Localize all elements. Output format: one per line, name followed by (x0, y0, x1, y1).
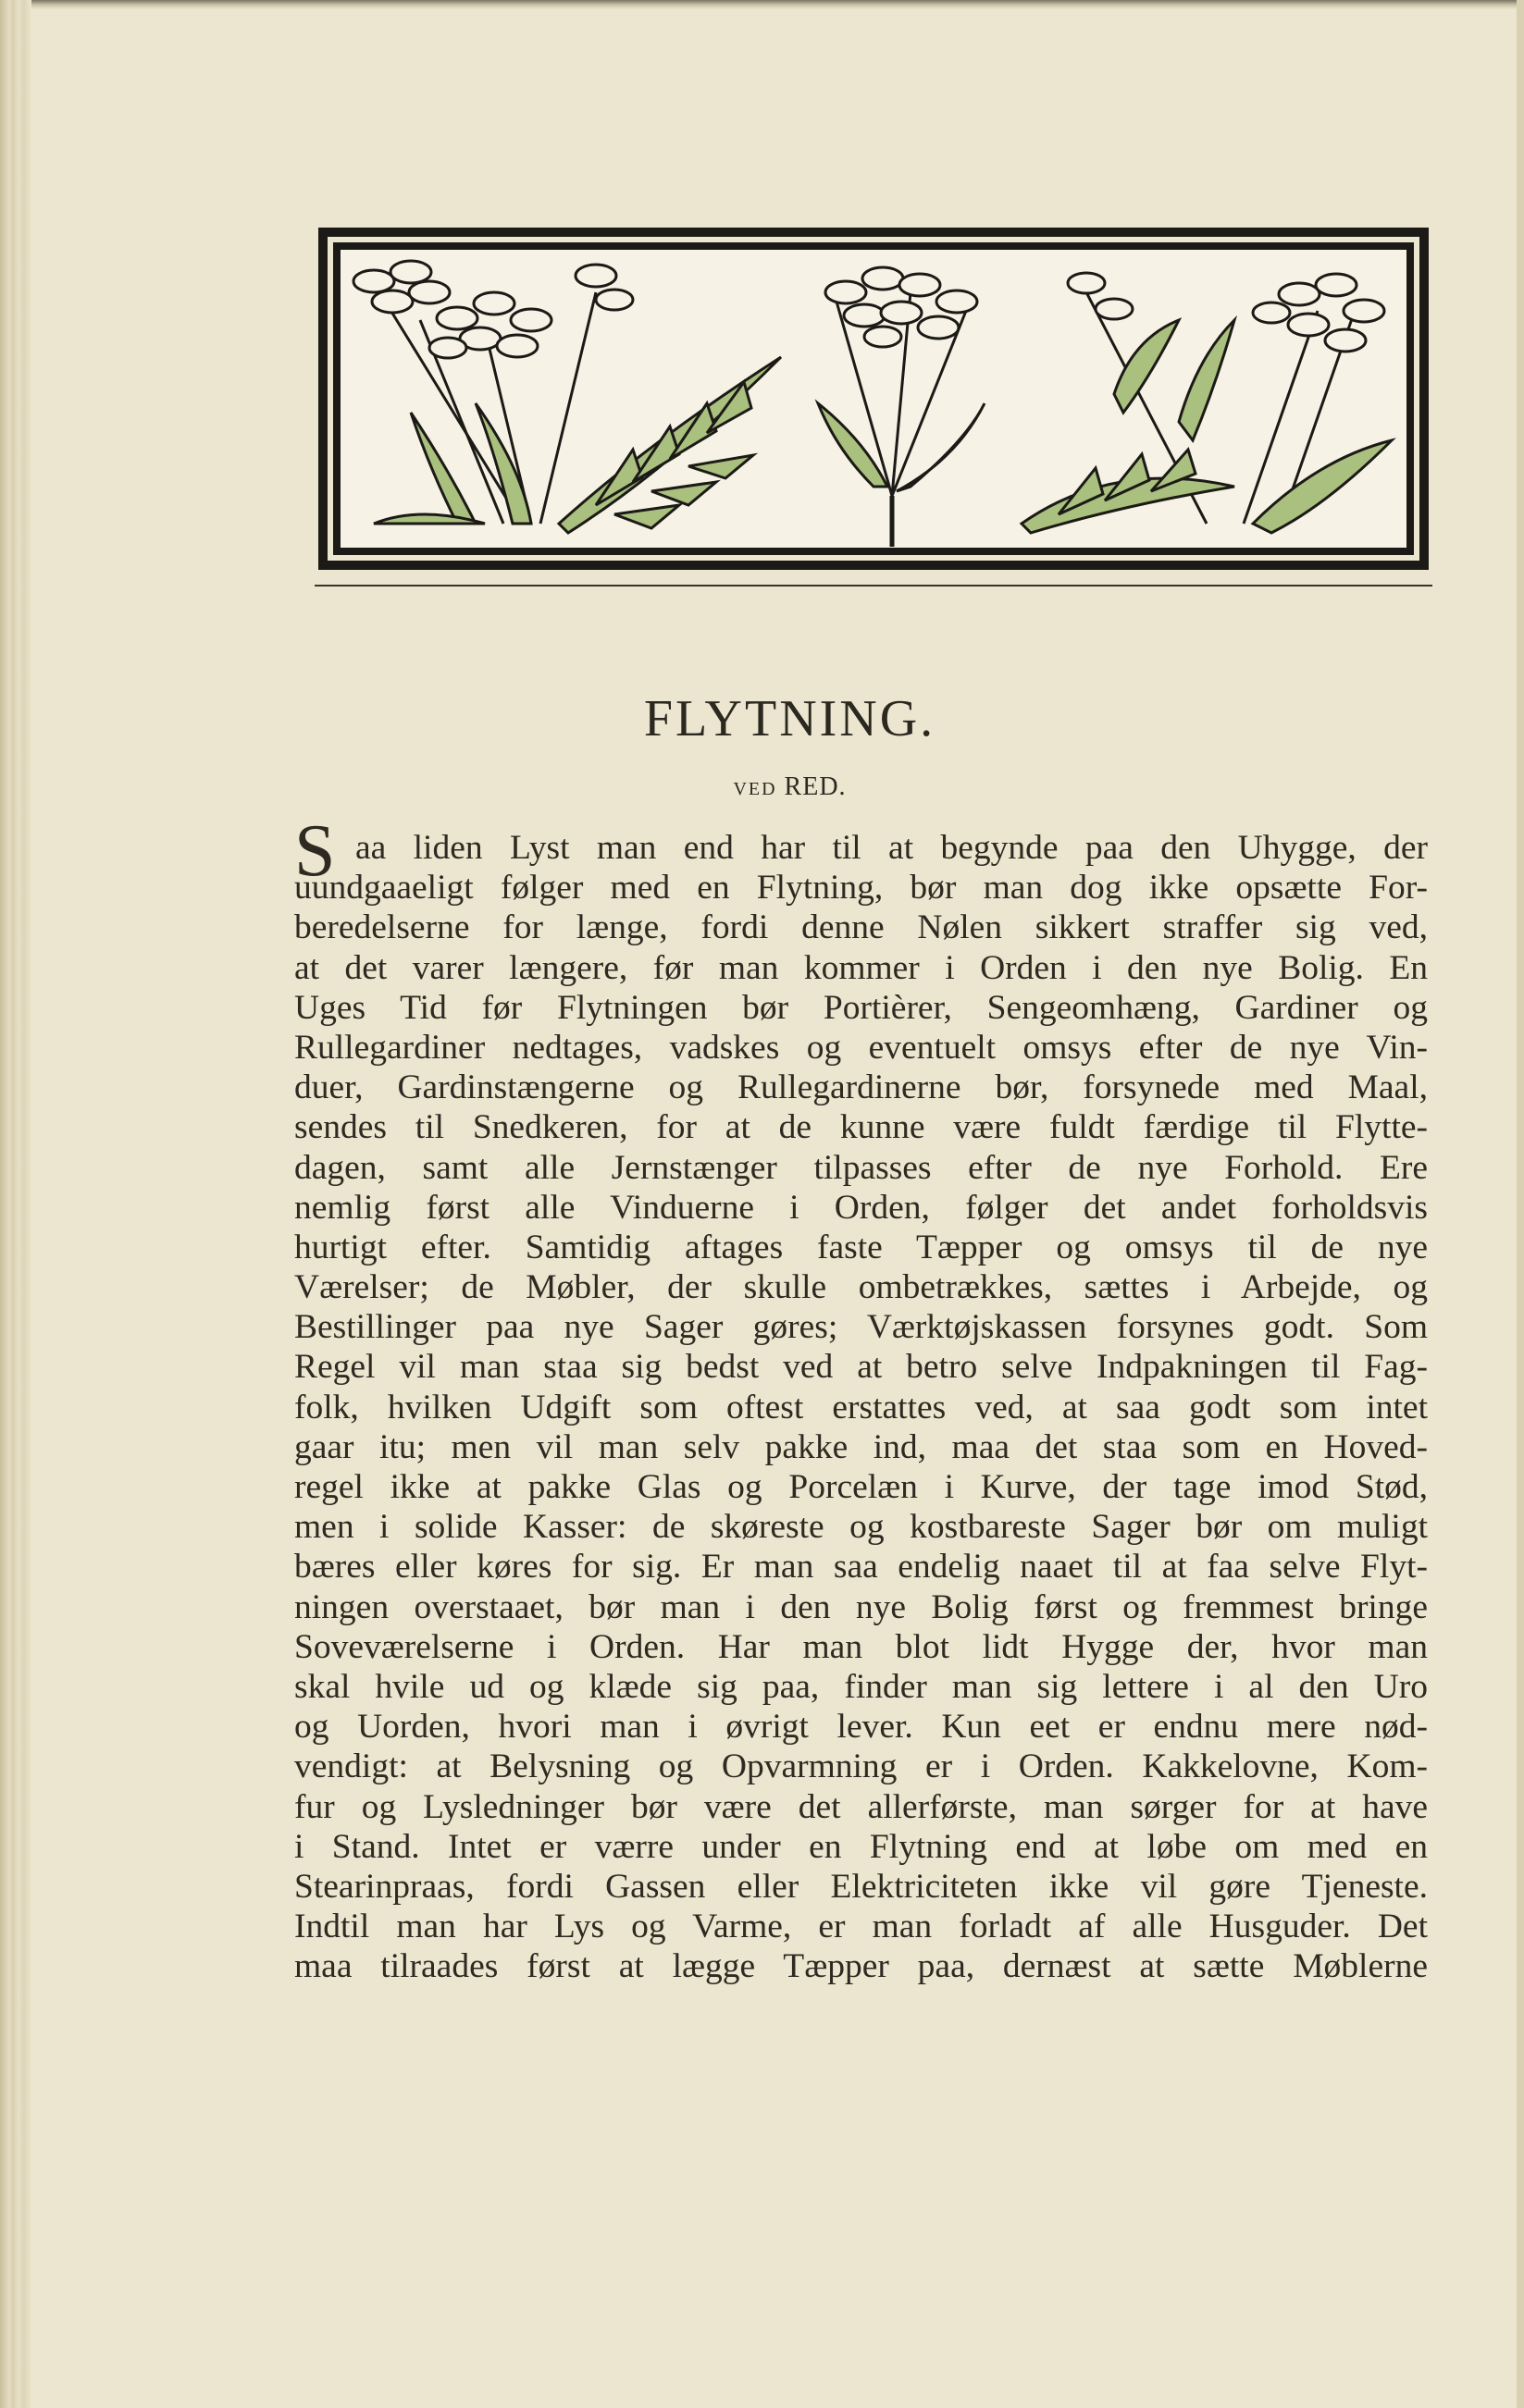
decorative-banner (318, 228, 1429, 570)
text-line: ningen overstaaet, bør man i den nye Bolig først og fremmest bringe (294, 1587, 1428, 1626)
text-line: regel ikke at pakke Glas og Porcelæn i Kurve, der tage imod Stød, (294, 1468, 1428, 1506)
byline-prefix: VED (733, 779, 777, 799)
text-line: Bestillinger paa nye Sager gøres; Værktøjskassen forsynes godt. Som (294, 1308, 1428, 1347)
text-line: i Stand. Intet er værre under en Flytning end at løbe om med en (294, 1827, 1428, 1866)
text-line: folk, hvilken Udgift som oftest erstattes ved, at saa godt som intet (294, 1388, 1428, 1426)
byline (28, 772, 1524, 802)
page-right-edge (1517, 0, 1524, 2408)
text-line: vendigt: at Belysning og Opvarmning er i Orden. Kakkelovne, Kom- (294, 1747, 1428, 1786)
text-line: bæres eller køres for sig. Er man saa endelig naaet til at faa selve Flyt- (294, 1548, 1428, 1587)
text-line: Værelser; de Møbler, der skulle ombetrækkes, sættes i Arbejde, og (294, 1268, 1428, 1307)
page-left-edge (0, 0, 31, 2408)
text-line: uundgaaeligt følger med en Flytning, bør man dog ikke opsætte For- (294, 869, 1428, 908)
text-line: Soveværelserne i Orden. Har man blot lidt Hygge der, hvor man (294, 1627, 1428, 1666)
banner-underline (315, 585, 1432, 587)
text-line: aa liden Lyst man end har til at begynde paa den Uhygge, der (355, 829, 1428, 867)
page-top-edge (0, 0, 1524, 9)
text-line: Regel vil man staa sig bedst ved at betro selve Indpakningen til Fag- (294, 1348, 1428, 1387)
drop-cap: S (294, 810, 336, 892)
text-line: Indtil man har Lys og Varme, er man forladt af alle Husguder. Det (294, 1908, 1428, 1946)
text-line: fur og Lysledninger bør være det allerførste, man sørger for at have (294, 1787, 1428, 1826)
text-line: Uges Tid før Flytningen bør Portièrer, Sengeomhæng, Gardiner og (294, 988, 1428, 1027)
text-line: gaar itu; men vil man selv pakke ind, maa det staa som en Hoved- (294, 1427, 1428, 1466)
article-body (294, 828, 1428, 1986)
tansy-flower-illustration-icon (318, 228, 1429, 570)
text-line: at det varer længere, før man kommer i Orden i den nye Bolig. En (294, 948, 1428, 987)
text-line: dagen, samt alle Jernstænger tilpasses efter de nye Forhold. Ere (294, 1148, 1428, 1187)
text-line: nemlig først alle Vinduerne i Orden, følger det andet forholdsvis (294, 1188, 1428, 1227)
text-line: Stearinpraas, fordi Gassen eller Elektriciteten ikke vil gøre Tjeneste. (294, 1867, 1428, 1906)
text-line: duer, Gardinstængerne og Rullegardinerne bør, forsynede med Maal, (294, 1068, 1428, 1107)
text-line: beredelserne for længe, fordi denne Nølen sikkert straffer sig ved, (294, 908, 1428, 947)
text-line: men i solide Kasser: de skøreste og kostbareste Sager bør om muligt (294, 1508, 1428, 1547)
text-line: og Uorden, hvori man i øvrigt lever. Kun eet er endnu mere nød- (294, 1708, 1428, 1747)
text-line: hurtigt efter. Samtidig aftages faste Tæpper og omsys til de nye (294, 1228, 1428, 1266)
text-line: sendes til Snedkeren, for at de kunne være fuldt færdige til Flytte- (294, 1108, 1428, 1147)
text-line: Rullegardiner nedtages, vadskes og eventuelt omsys efter de nye Vin- (294, 1028, 1428, 1067)
page-title: FLYTNING. (643, 690, 936, 747)
text-line: skal hvile ud og klæde sig paa, finder man sig lettere i al den Uro (294, 1667, 1428, 1706)
byline-name: RED. (784, 772, 847, 801)
text-line: maa tilraades først at lægge Tæpper paa, dernæst at sætte Møblerne (294, 1947, 1428, 1986)
